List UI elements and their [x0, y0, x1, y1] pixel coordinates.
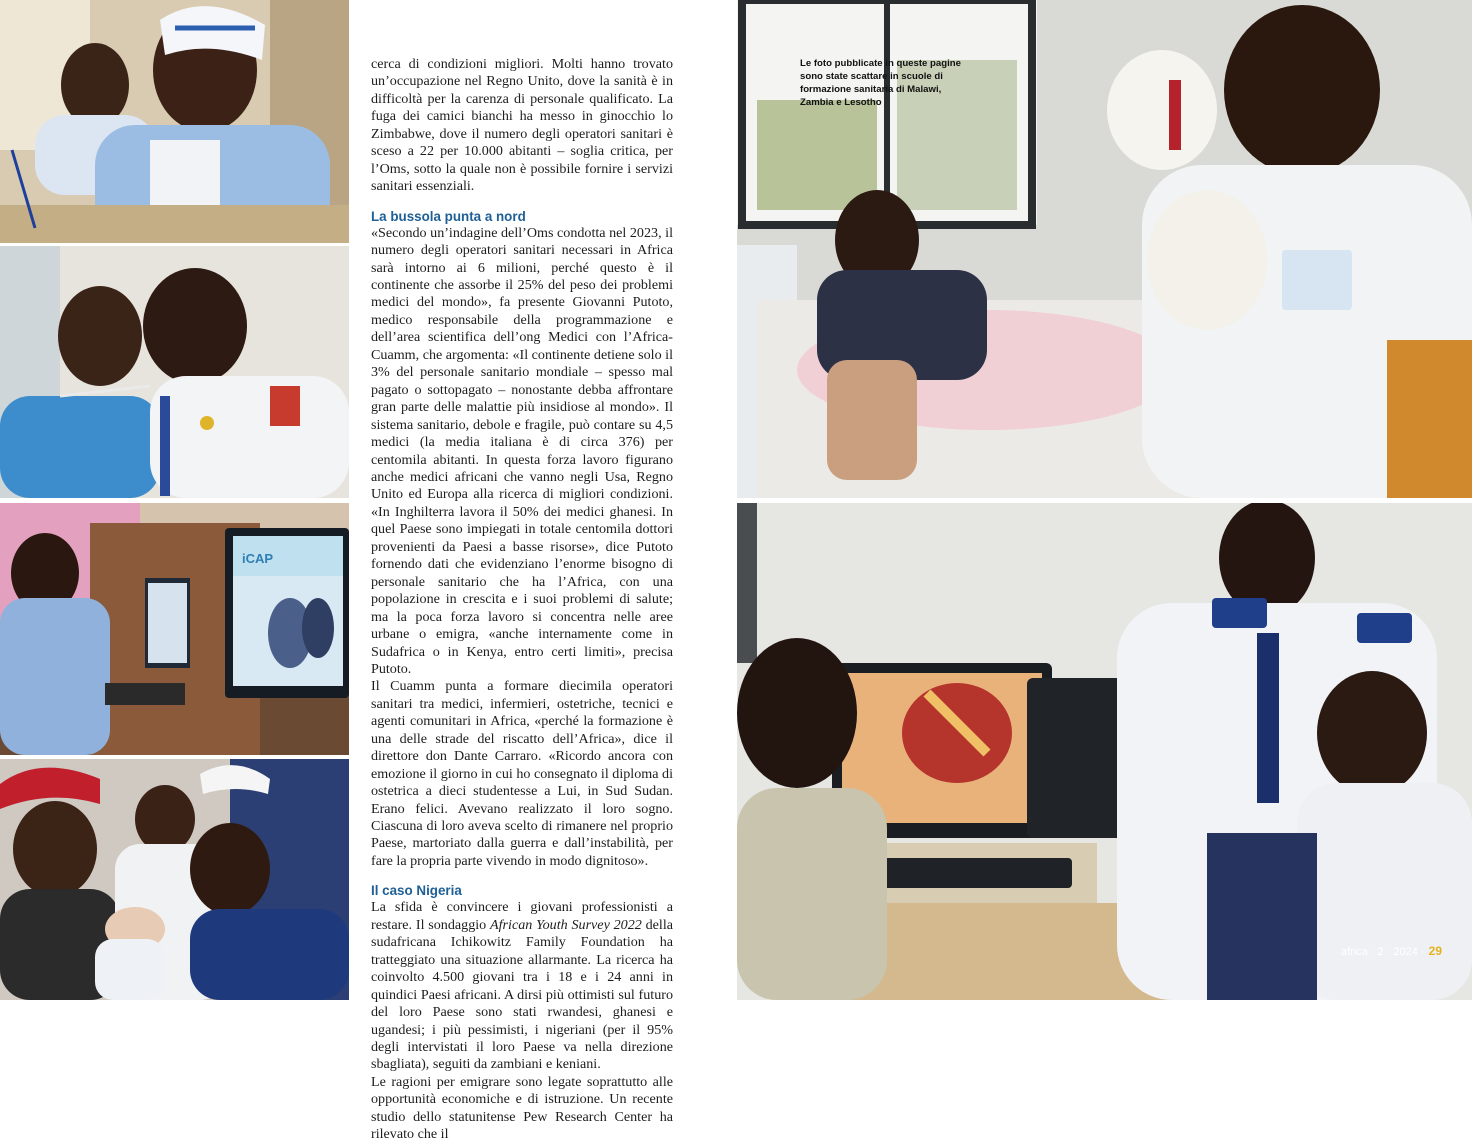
- photo-midwifery-training-art: [0, 759, 349, 1000]
- folio-text: africa · 2 · 2024 ·: [1340, 946, 1425, 958]
- photo-nurse-computer: [0, 503, 349, 755]
- photo-anatomy-lesson: [737, 503, 1472, 1000]
- article-paragraph: [371, 899, 673, 1074]
- photo-nurses-thermometer: [0, 246, 349, 498]
- article-paragraph: «Secondo un’indagine dell’Oms condotta nel 2023, il numero degli operatori sanitari necessari in Africa sarà intorno ai 6 milioni, perché questo è il continente che assorbe il 25% del peso dei problemi medici del mondo», fa presente Giovanni Putoto, medico responsabile della programmazione e dell’area scientifica dell’ong Medici con l’Africa-Cuamm, che argomenta: «Il continente detiene solo il 3% del personale sanitario mondiale – spesso mal pagato o sottopagato – nonostante debba affrontare gran parte delle malattie più insidiose al mondo». Il sistema sanitario, debole e fragile, può contare su 4,5 medici (la media italiana è di circa 376) per centomila abitanti. In questa forza lavoro figurano anche medici africani che vanno negli Usa, Regno Unito ed Europa alla ricerca di migliori condizioni. «In Inghilterra lavora il 50% dei medici ghanesi. In quel Paese sono impiegati in totale centomila dottori provenienti da Paesi a basse risorse», dice Putoto fornendo dati che evidenziano l’enorme bisogno di personale sanitario che ha l’Africa, con una popolazione in crescita e i suoi problemi di salute; ma la poca forza lavoro si concentra nelle aree urbane o emigra, «anche internamente come in Sudafrica o in Kenya, entro certi limiti», precisa Putoto.: [371, 224, 673, 677]
- photo-nurses-writing-art: [0, 0, 349, 243]
- text-run: della sudafricana Ichikowitz Family Foundation ha tratteggiato una situazione allarmante. La ricerca ha coinvolto 4.500 giovani tra i 18 e i 24 anni in quindici Paesi africani. A dirsi più ottimisti sul futuro del loro Paese sono stati rwandesi, ghanesi e ugandesi; i più pessimisti, i nigeriani (per il 95% degli intervistati il loro Paese va nella direzione sbagliata), seguiti da zambiani e keniani.: [371, 916, 673, 1073]
- article-body: [371, 56, 673, 1144]
- page-number: 29: [1428, 944, 1442, 958]
- photo-nurses-writing: [0, 0, 349, 243]
- photo-nurses-thermometer-art: [0, 246, 349, 498]
- photo-midwifery-training: [0, 759, 349, 1000]
- article-paragraph: cerca di condizioni migliori. Molti hanno trovato un’occupazione nel Regno Unito, dove la sanità è in difficoltà per la carenza di personale qualificato. La fuga dei camici bianchi ha messo in ginocchio lo Zimbabwe, dove il numero degli operatori sanitari è sceso a 22 per 10.000 abitanti – soglia critica, per l’Oms, sotto la quale non è possibile fornire i servizi sanitari essenziali.: [371, 56, 673, 195]
- text-run: La sfida è convincere i giovani professionisti a restare. Il sondaggio: [371, 899, 673, 933]
- survey-title: African Youth Survey 2022: [490, 916, 642, 933]
- photo-nurse-computer-art: [0, 503, 349, 755]
- section-heading: La bussola punta a nord: [371, 208, 526, 224]
- screen-text: iCAP: [242, 551, 274, 566]
- article-paragraph: Le ragioni per emigrare sono legate soprattutto alle opportunità economiche e di istruzione. Un recente studio dello statunitense Pew Research Center ha rilevato che il: [371, 1073, 673, 1143]
- photo-caption: Le foto pubblicate in queste pagine sono state scattare in scuole di formazione sanitaria di Malawi, Zambia e Lesotho: [800, 58, 961, 108]
- article-paragraph: Il Cuamm punta a formare diecimila operatori sanitari tra medici, infermieri, ostetriche, tecnici e agenti comunitari in Africa, «perché la formazione è una delle strade del riscatto dell’Africa», dice il direttore don Dante Carraro. «Ricordo ancora con emozione il giorno in cui ho consegnato il diploma di ostetrica a dieci studentesse a Lui, in Sud Sudan. Erano felici. Avevano realizzato il loro sogno. Ciascuna di loro aveva scelto di rimanere nel proprio Paese, martoriato dalla guerra e dall’instabilità, per fare la propria parte vivendo in modo dignitoso».: [371, 678, 673, 869]
- page-folio: [1341, 944, 1442, 958]
- section-heading: Il caso Nigeria: [371, 883, 462, 899]
- photo-anatomy-lesson-art: [737, 503, 1472, 1000]
